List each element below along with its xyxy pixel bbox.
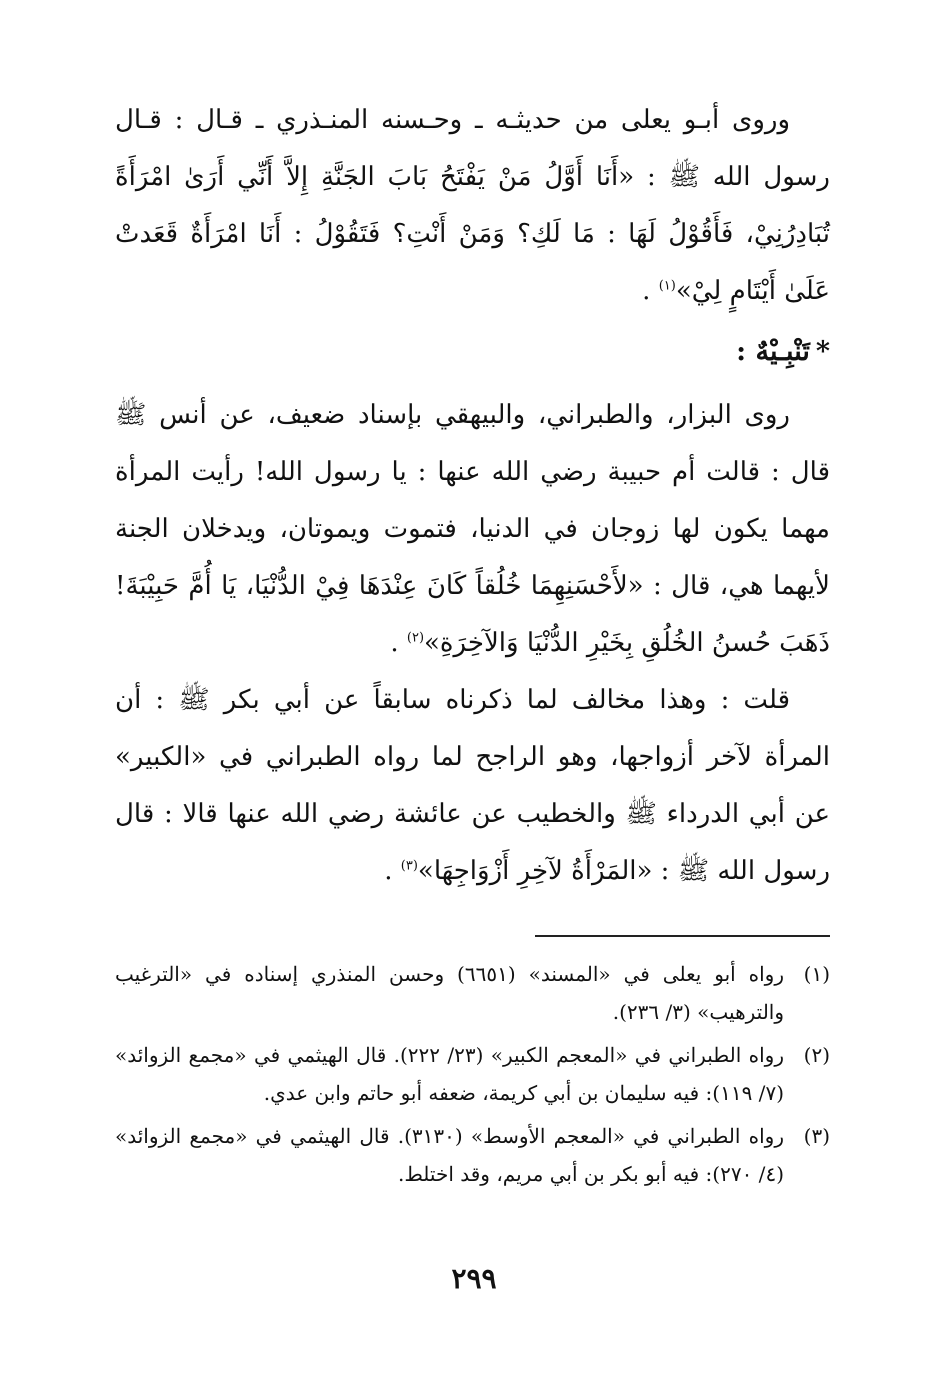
paragraph-tail: . [390,628,407,658]
footnote-ref-1[interactable]: (١) [658,278,676,294]
footnote-separator [535,935,830,937]
main-text [115,92,830,900]
footnote-ref-3[interactable]: (٣) [400,858,418,874]
paragraph-tail: . [384,856,401,886]
paragraph-qultu [115,672,830,900]
paragraph-text: روى البزار، والطبراني، والبيهقي بإسناد ضعيف، عن أنس ﷺ قال : قالت أم حبيبة رضي الله عنها : يا رسول الله! رأيت المرأة مهما يكون لها زوجان في الدنيا، فتموت ويموتان، ويدخلان الجنة لأيهما هي، قال : «لأَحْسَنِهِمَا خُلُقاً كَانَ عِنْدَهَا فِيْ الدُّنْيَا، يَا أُمَّ حَبِيْبَةَ! ذَهَبَ حُسنُ الخُلُقِ بِخَيْرِ الدُّنْيَا وَالآخِرَةِ» [115,400,830,658]
footnote-item [115,1117,830,1193]
paragraph-text: قلت : وهذا مخالف لما ذكرناه سابقاً عن أبي بكر ﷺ : أن المرأة لآخر أزواجها، وهو الراجح لما رواه الطبراني في «الكبير» عن أبي الدرداء ﷺ والخطيب عن عائشة رضي الله عنها قالا : قال رسول الله ﷺ : «المَرْأَةُ لآخِرِ أَزْوَاجِهَا» [115,685,830,886]
section-heading [115,324,830,379]
paragraph-bazzar [115,387,830,672]
footnotes [115,955,830,1198]
page-number: ٢٩٩ [451,1262,497,1295]
footnote-number: (١) [803,962,830,986]
star-icon: * [815,336,830,367]
footnote-item [115,955,830,1031]
footnote-text: رواه أبو يعلى في «المسند» (٦٦٥١) وحسن المنذري إسناده في «الترغيب والترهيب» (٣/ ٢٣٦). [115,962,784,1024]
heading-text: تَنْبِـيْهٌ : [736,336,810,367]
paragraph-text: وروى أبـو يعلى من حديثـه ـ وحـسنه المنـذري ـ قـال : قـال رسول الله ﷺ : «أَنَا أَوَّلُ مَنْ يَفْتَحُ بَابَ الجَنَّةِ إِلاَّ أَنِّي أَرَىٰ امْرَأَةً تُبَادِرُنِيْ، فَأَقُوْلُ لَهَا : مَا لَكِ؟ وَمَنْ أَنْتِ؟ فَتَقُوْلُ : أَنَا امْرَأَةٌ قَعَدتْ عَلَىٰ أَيْتَامٍ لِيْ» [115,105,830,306]
footnote-item [115,1036,830,1112]
paragraph-abu-yala [115,92,830,320]
footnote-number: (٣) [803,1124,830,1148]
footnote-ref-2[interactable]: (٢) [406,630,425,646]
footnote-text: رواه الطبراني في «المعجم الأوسط» (٣١٣٠). قال الهيثمي في «مجمع الزوائد» (٤/ ٢٧٠): فيه أبو بكر بن أبي مريم، وقد اختلط. [115,1124,784,1186]
footnote-number: (٢) [803,1043,830,1067]
footnote-text: رواه الطبراني في «المعجم الكبير» (٢٣/ ٢٢٢). قال الهيثمي في «مجمع الزوائد» (٧/ ١١٩): فيه سليمان بن أبي كريمة، ضعفه أبو حاتم وابن عدي. [115,1043,784,1105]
paragraph-tail: . [642,276,659,306]
